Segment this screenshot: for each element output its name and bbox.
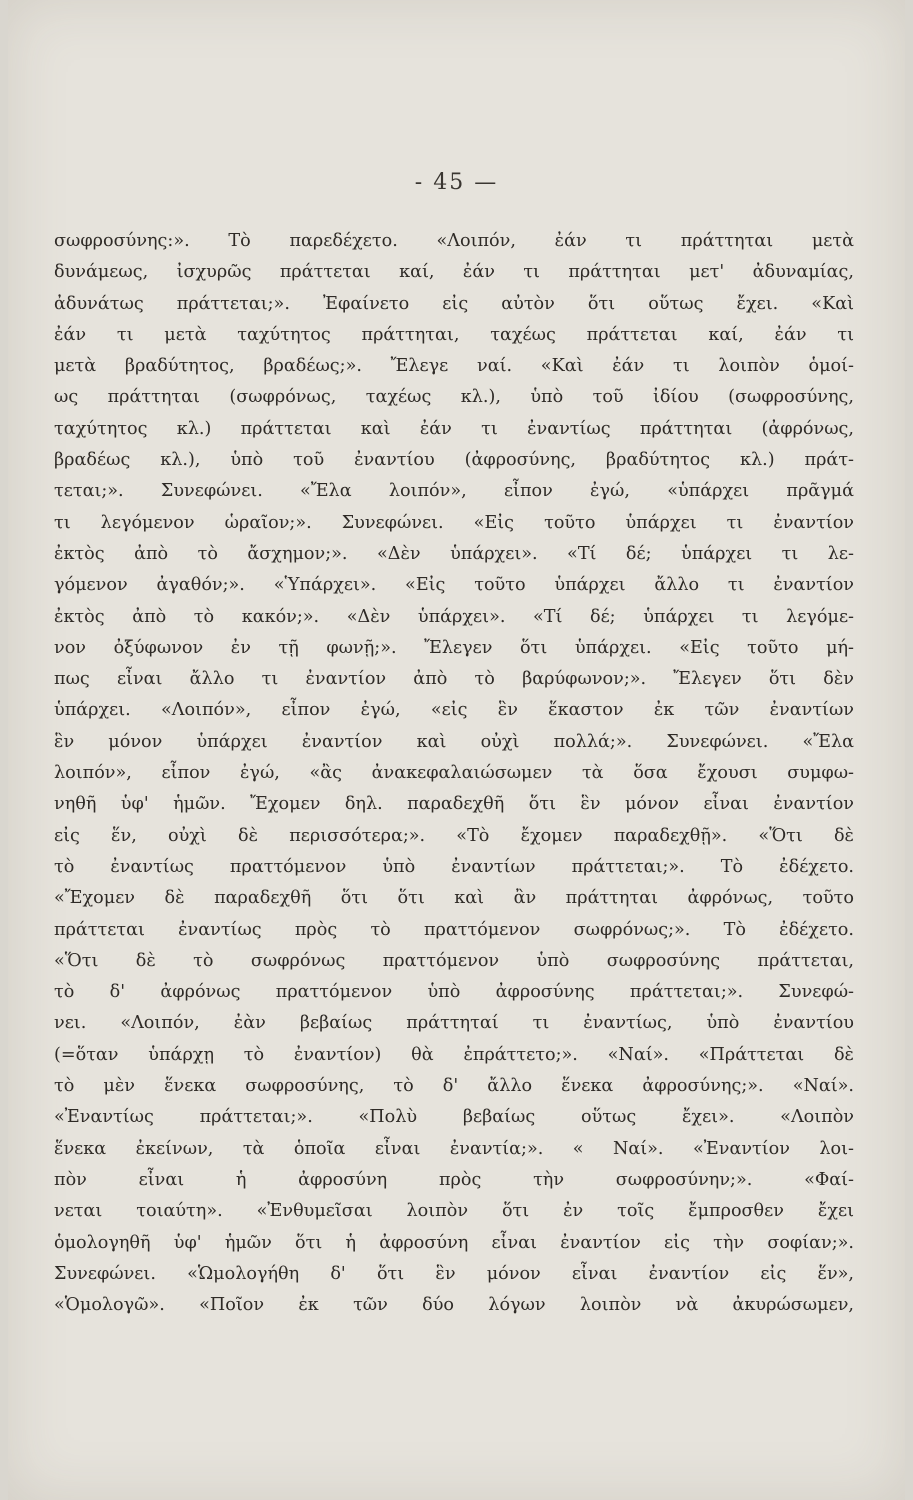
text-line: τὸ μὲν ἕνεκα σωφροσύνης, τὸ δ' ἄλλο ἕνεκα ἀφροσύνης;». «Ναί». (54, 1076, 854, 1097)
text-line: ἐκτὸς ἀπὸ τὸ κακόν;». «Δὲν ὑπάρχει». «Τί δέ; ὑπάρχει τι λεγόμε- (54, 606, 854, 627)
text-line: μετὰ βραδύτητος, βραδέως;». Ἔλεγε ναί. «Καὶ ἐάν τι λοιπὸν ὁμοί- (54, 356, 854, 377)
text-line: νει. «Λοιπόν, ἐὰν βεβαίως πράττηταί τι ἐναντίως, ὑπὸ ἐναντίου (54, 1013, 854, 1034)
text-line: νηθῆ ὑφ' ἡμῶν. Ἔχομεν δηλ. παραδεχθῆ ὅτι ἓν μόνον εἶναι ἐναντίον (54, 794, 854, 815)
text-line: τι λεγόμενον ὡραῖον;». Συνεφώνει. «Εἰς τοῦτο ὑπάρχει τι ἐναντίον (54, 512, 854, 533)
text-line: «Ἔχομεν δὲ παραδεχθῆ ὅτι ὅτι καὶ ἂν πράττηται ἀφρόνως, τοῦτο (54, 888, 854, 909)
text-line: ἀδυνάτως πράττεται;». Ἐφαίνετο εἰς αὐτὸν ὅτι οὕτως ἔχει. «Καὶ (54, 293, 854, 314)
text-line: πως εἶναι ἄλλο τι ἐναντίον ἀπὸ τὸ βαρύφωνον;». Ἔλεγεν ὅτι δὲν (54, 669, 854, 690)
text-line: λοιπόν», εἶπον ἐγώ, «ἂς ἀνακεφαλαιώσωμεν τὰ ὅσα ἔχουσι συμφω- (54, 763, 854, 784)
text-line: σωφροσύνης:». Τὸ παρεδέχετο. «Λοιπόν, ἐάν τι πράττηται μετὰ (54, 231, 854, 251)
text-line: ταχύτητος κλ.) πράττεται καὶ ἐάν τι ἐναντίως πράττηται (ἀφρόνως, (54, 418, 854, 439)
text-line: νεται τοιαύτη». «Ἐνθυμεῖσαι λοιπὸν ὅτι ἐν τοῖς ἔμπροσθεν ἔχει (54, 1201, 854, 1222)
text-line: ως πράττηται (σωφρόνως, ταχέως κλ.), ὑπὸ τοῦ ἰδίου (σωφροσύνης, (54, 387, 854, 408)
text-line: δυνάμεως, ἰσχυρῶς πράττεται καί, ἐάν τι πράττηται μετ' ἀδυναμίας, (54, 262, 854, 283)
text-line: ὑπάρχει. «Λοιπόν», εἶπον ἐγώ, «εἰς ἓν ἕκαστον ἐκ τῶν ἐναντίων (54, 700, 854, 721)
text-line: εἰς ἕν, οὐχὶ δὲ περισσότερα;». «Τὸ ἔχομεν παραδεχθῇ». «Ὅτι δὲ (54, 825, 854, 846)
book-page (8, 0, 905, 1500)
text-line: τὸ ἐναντίως πραττόμενον ὑπὸ ἐναντίων πράττεται;». Τὸ ἐδέχετο. (54, 856, 854, 877)
text-line: ἐάν τι μετὰ ταχύτητος πράττηται, ταχέως πράττεται καί, ἐάν τι (54, 324, 854, 345)
page-number: - 45 — (414, 170, 499, 195)
text-line: (=ὅταν ὑπάρχῃ τὸ ἐναντίον) θὰ ἐπράττετο;». «Ναί». «Πράττεται δὲ (54, 1044, 854, 1065)
text-line: ἕνεκα ἐκείνων, τὰ ὁποῖα εἶναι ἐναντία;». « Ναί». «Ἐναντίον λοι- (54, 1138, 854, 1159)
body-text (54, 226, 854, 1321)
text-line: πὸν εἶναι ἡ ἀφροσύνη πρὸς τὴν σωφροσύνην;». «Φαί- (54, 1169, 854, 1190)
text-line: «Ἐναντίως πράττεται;». «Πολὺ βεβαίως οὕτως ἔχει». «Λοιπὸν (54, 1107, 854, 1128)
text-line: γόμενον ἀγαθόν;». «Ὑπάρχει». «Εἰς τοῦτο ὑπάρχει ἄλλο τι ἐναντίον (54, 575, 854, 596)
text-line: βραδέως κλ.), ὑπὸ τοῦ ἐναντίου (ἀφροσύνης, βραδύτητος κλ.) πράτ- (54, 450, 854, 471)
text-line: ἓν μόνον ὑπάρχει ἐναντίον καὶ οὐχὶ πολλά;». Συνεφώνει. «Ἔλα (54, 731, 854, 752)
text-line: ὁμολογηθῆ ὑφ' ἡμῶν ὅτι ἡ ἀφροσύνη εἶναι ἐναντίον εἰς τὴν σοφίαν;». (54, 1232, 854, 1253)
text-line: «Ὅτι δὲ τὸ σωφρόνως πραττόμενον ὑπὸ σωφροσύνης πράττεται, (54, 950, 854, 971)
text-line: ἐκτὸς ἀπὸ τὸ ἄσχημον;». «Δὲν ὑπάρχει». «Τί δέ; ὑπάρχει τι λε- (54, 543, 854, 564)
text-line: Συνεφώνει. «Ὡμολογήθη δ' ὅτι ἓν μόνον εἶναι ἐναντίον εἰς ἕν», (54, 1263, 854, 1284)
text-line: «Ὁμολογῶ». «Ποῖον ἐκ τῶν δύο λόγων λοιπὸν νὰ ἀκυρώσωμεν, (54, 1295, 854, 1316)
text-line: τὸ δ' ἀφρόνως πραττόμενον ὑπὸ ἀφροσύνης πράττεται;». Συνεφώ- (54, 982, 854, 1003)
text-line: νον ὀξύφωνον ἐν τῇ φωνῇ;». Ἔλεγεν ὅτι ὑπάρχει. «Εἰς τοῦτο μή- (54, 637, 854, 658)
text-line: τεται;». Συνεφώνει. «Ἔλα λοιπόν», εἶπον ἐγώ, «ὑπάρχει πρᾶγμά (54, 481, 854, 502)
text-line: πράττεται ἐναντίως πρὸς τὸ πραττόμενον σωφρόνως;». Τὸ ἐδέχετο. (54, 919, 854, 940)
